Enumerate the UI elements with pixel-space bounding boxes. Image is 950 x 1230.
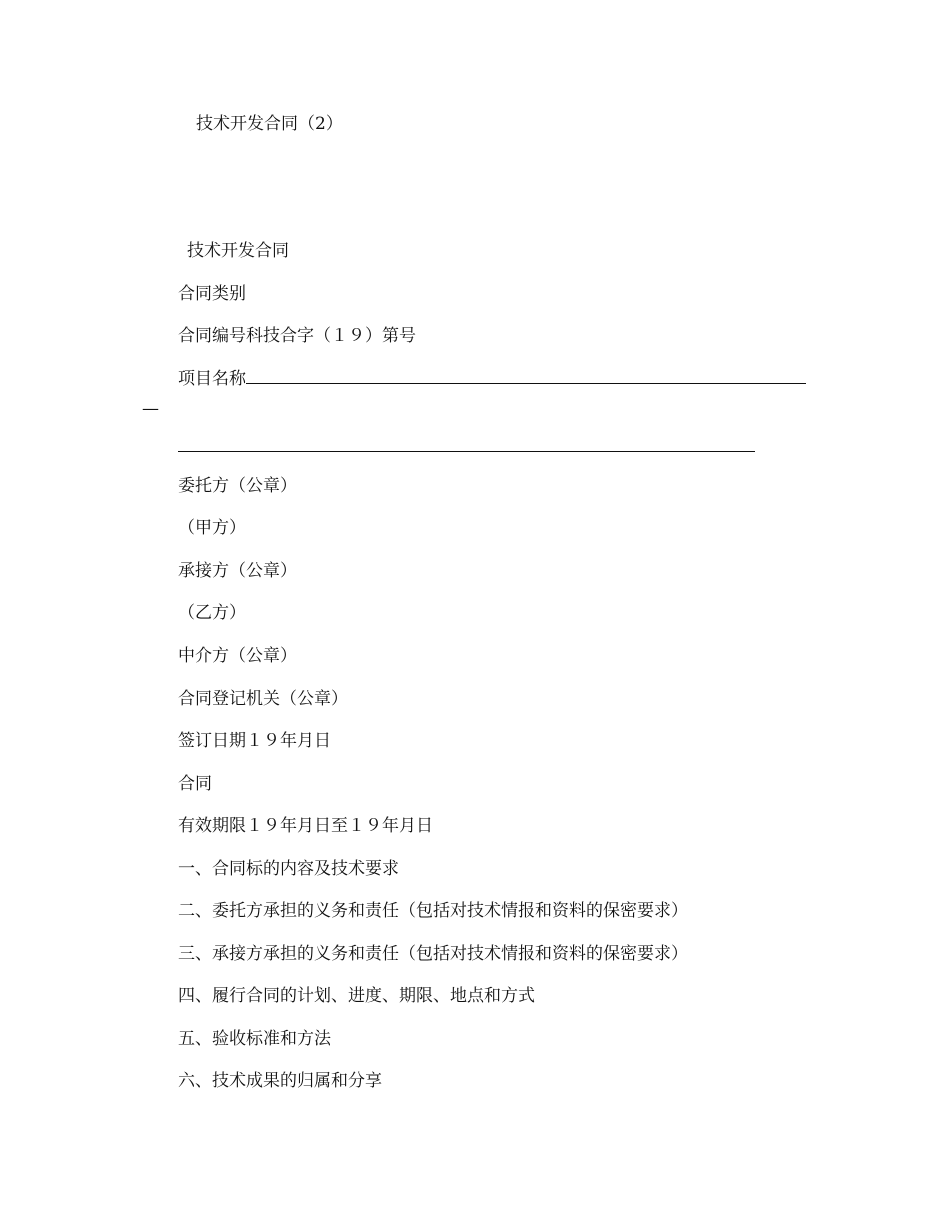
contract-type-label: 合同类别 — [178, 284, 246, 304]
section-5: 五、验收标准和方法 — [178, 1029, 331, 1049]
document-title: 技术开发合同（2） — [196, 114, 343, 134]
signing-date-line: 签订日期１９年月日 — [178, 731, 331, 751]
project-name-blank — [246, 369, 806, 384]
project-name-line — [178, 368, 806, 390]
section-4: 四、履行合同的计划、进度、期限、地点和方式 — [178, 986, 535, 1006]
party-b-line: （乙方） — [178, 603, 246, 623]
registration-authority-line: 合同登记机关（公章） — [178, 689, 348, 709]
contract-number-line: 合同编号科技合字（１９）第号 — [178, 326, 416, 346]
client-line: 委托方（公章） — [178, 476, 297, 496]
contract-heading: 技术开发合同 — [187, 241, 289, 261]
party-a-line: （甲方） — [178, 518, 246, 538]
contract-line: 合同 — [178, 774, 212, 794]
intermediary-line: 中介方（公章） — [178, 646, 297, 666]
section-3: 三、承接方承担的义务和责任（包括对技术情报和资料的保密要求） — [178, 944, 688, 964]
project-name-continuation-blank — [178, 451, 755, 452]
section-2: 二、委托方承担的义务和责任（包括对技术情报和资料的保密要求） — [178, 901, 688, 921]
project-name-label: 项目名称 — [178, 369, 246, 389]
contractor-line: 承接方（公章） — [178, 561, 297, 581]
section-6: 六、技术成果的归属和分享 — [178, 1071, 382, 1091]
section-1: 一、合同标的内容及技术要求 — [178, 859, 399, 879]
wrapped-dash: — — [142, 399, 159, 419]
validity-period-line: 有效期限１９年月日至１９年月日 — [178, 816, 433, 836]
